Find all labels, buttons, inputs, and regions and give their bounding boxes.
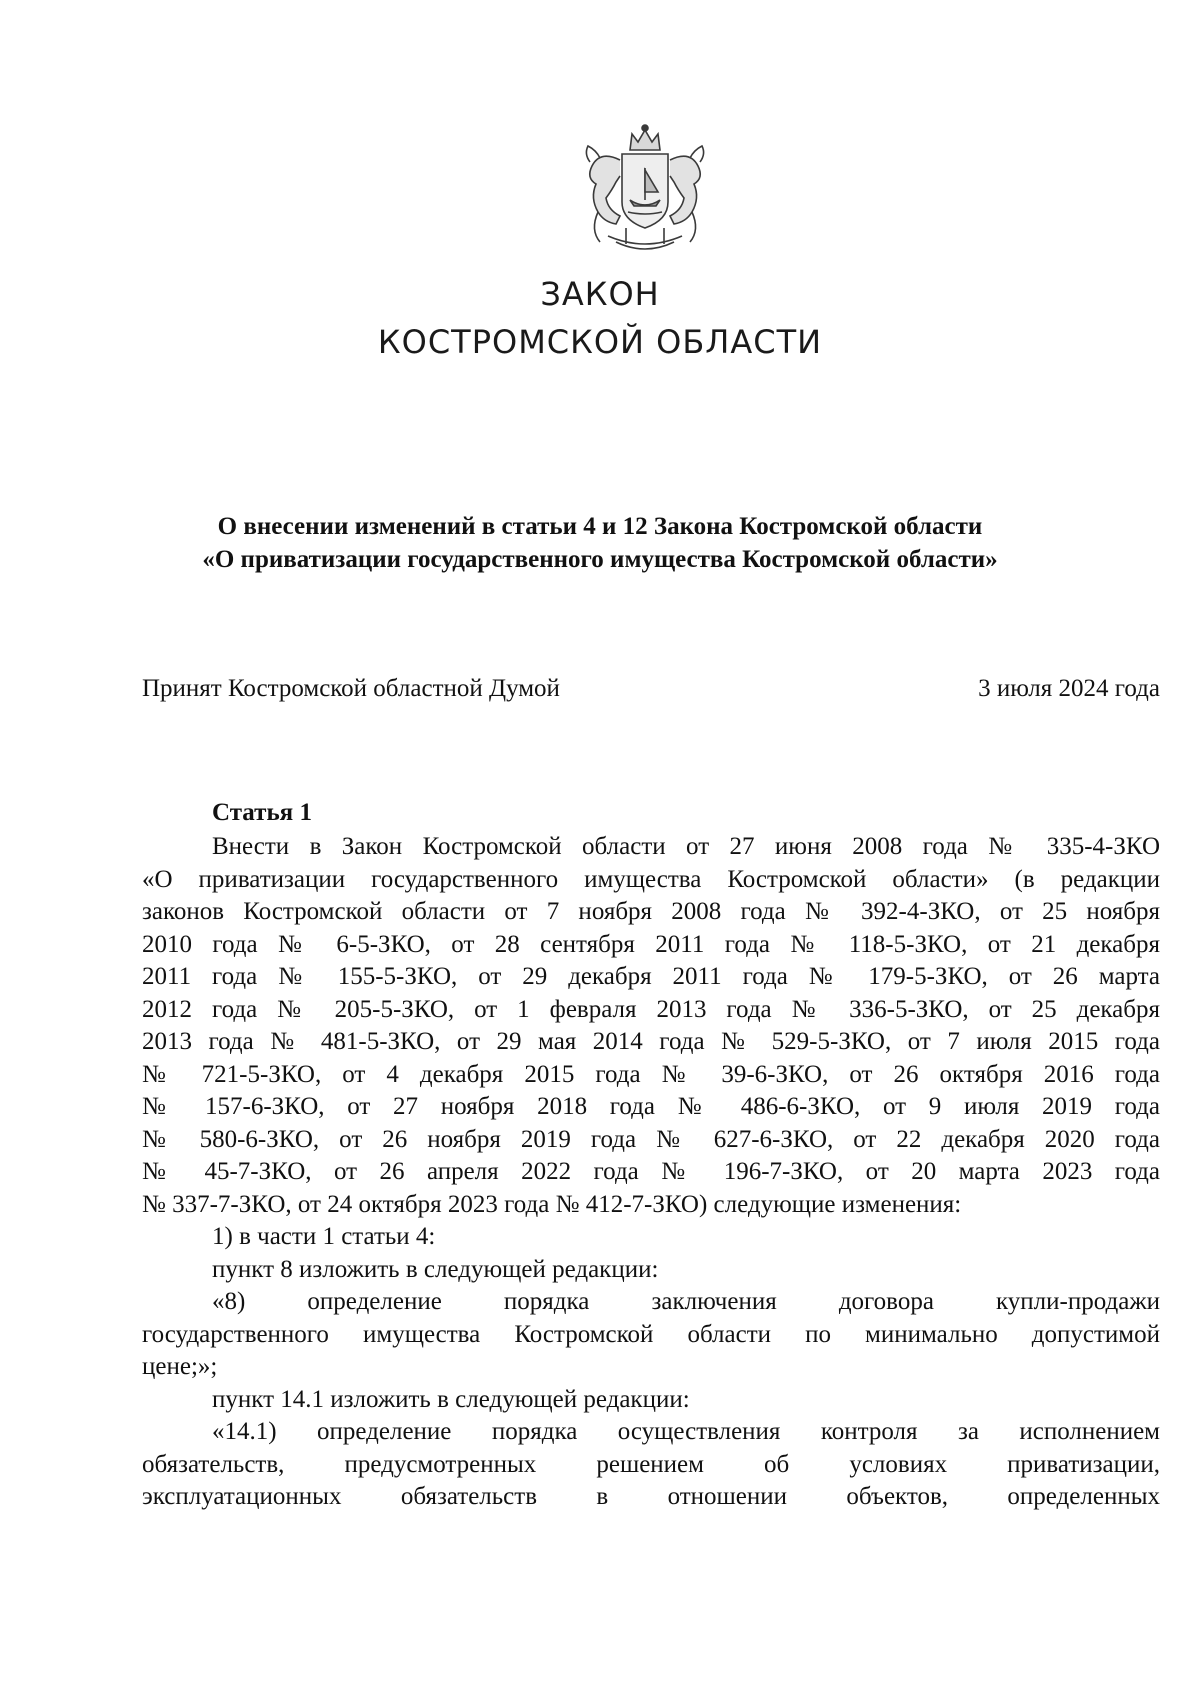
- text-line: № 45-7-ЗКО, от 26 апреля 2022 года № 196-7-ЗКО, от 20 марта 2023 года: [142, 1158, 1160, 1185]
- text-line: «8) определение порядка заключения договора купли-продажи: [212, 1288, 1160, 1315]
- text-line: «О приватизации государственного имущества Костромской области» (в редакции: [142, 865, 1160, 893]
- text-line: Внести в Закон Костромской области от 27 июня 2008 года № 335-4-ЗКО: [212, 833, 1160, 860]
- text-line: государственного имущества Костромской области по минимально допустимой: [142, 1320, 1160, 1348]
- text-line: пункт 8 изложить в следующей редакции:: [212, 1255, 659, 1283]
- text-line: 2011 года № 155-5-ЗКО, от 29 декабря 2011 года № 179-5-ЗКО, от 26 марта: [142, 963, 1160, 990]
- text-line: № 580-6-ЗКО, от 26 ноября 2019 года № 627-6-ЗКО, от 22 декабря 2020 года: [142, 1125, 1160, 1153]
- text-line: цене;»;: [142, 1353, 218, 1380]
- adoption-date: 3 июля 2024 года: [978, 675, 1160, 702]
- text-line: 2012 года № 205-5-ЗКО, от 1 февраля 2013 года № 336-5-ЗКО, от 25 декабря: [142, 995, 1160, 1023]
- text-line: «14.1) определение порядка осуществления контроля за исполнением: [212, 1418, 1160, 1445]
- coat-of-arms-icon: [560, 120, 730, 260]
- text-line: № 337-7-ЗКО, от 24 октября 2023 года № 412-7-ЗКО) следующие изменения:: [142, 1190, 962, 1218]
- adoption-body: Принят Костромской областной Думой: [142, 675, 560, 702]
- text-line: пункт 14.1 изложить в следующей редакции:: [212, 1385, 690, 1413]
- article-body: [142, 831, 1160, 1514]
- text-line: законов Костромской области от 7 ноября 2008 года № 392-4-ЗКО, от 25 ноября: [142, 898, 1160, 925]
- law-region: КОСТРОМСКОЙ ОБЛАСТИ: [377, 323, 823, 361]
- text-line: № 157-6-ЗКО, от 27 ноября 2018 года № 486-6-ЗКО, от 9 июля 2019 года: [142, 1093, 1160, 1120]
- text-line: эксплуатационных обязательств в отношении объектов, определенных: [142, 1483, 1160, 1510]
- text-line: обязательств, предусмотренных решением об условиях приватизации,: [142, 1450, 1160, 1478]
- law-subject-line: «О приватизации государственного имущества Костромской области»: [202, 546, 998, 573]
- law-title: ЗАКОН: [540, 275, 660, 313]
- law-subject-line: О внесении изменений в статьи 4 и 12 Закона Костромской области: [217, 513, 983, 540]
- text-line: № 721-5-ЗКО, от 4 декабря 2015 года № 39-6-ЗКО, от 26 октября 2016 года: [142, 1060, 1160, 1088]
- article-heading: Статья 1: [212, 799, 312, 826]
- text-line: 2013 года № 481-5-ЗКО, от 29 мая 2014 года № 529-5-ЗКО, от 7 июля 2015 года: [142, 1028, 1160, 1055]
- list-item: 1) в части 1 статьи 4:: [212, 1223, 436, 1250]
- text-line: 2010 года № 6-5-ЗКО, от 28 сентября 2011 года № 118-5-ЗКО, от 21 декабря: [142, 930, 1160, 958]
